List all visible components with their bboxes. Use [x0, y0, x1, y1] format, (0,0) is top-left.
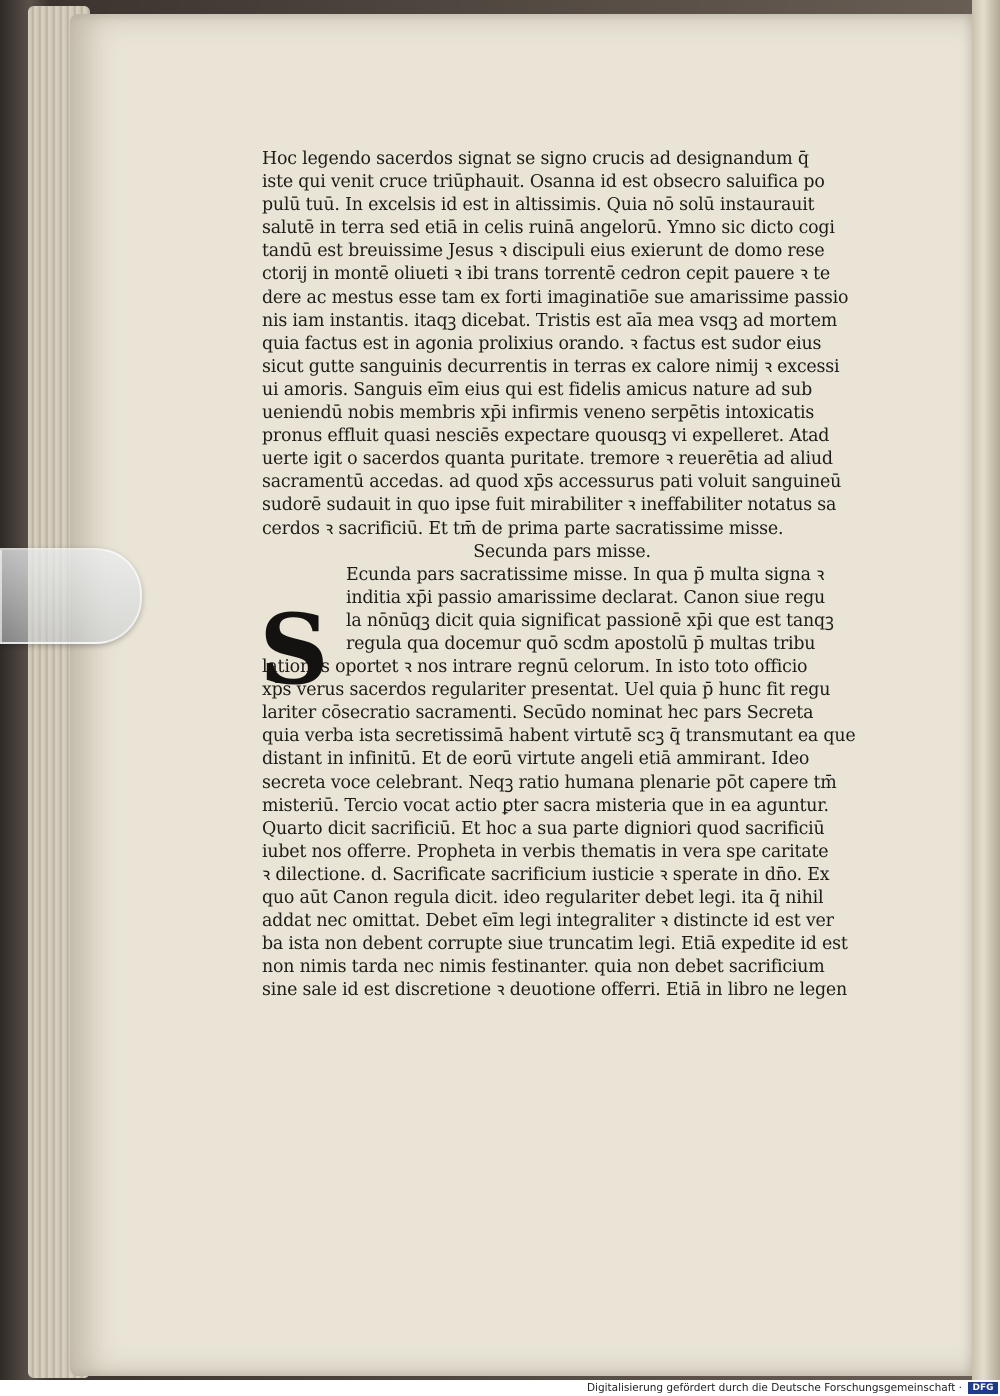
text-line: Hoc legendo sacerdos signat se signo crucis ad designandum q̄	[262, 149, 809, 169]
decorated-initial: S	[259, 593, 329, 706]
funding-notice: Digitalisierung gefördert durch die Deutsche Forschungsgemeinschaft ·	[586, 1382, 962, 1394]
text-line: ui amoris. Sanguis eīm eius qui est fidelis amicus nature ad sub	[262, 379, 813, 400]
text-line: misteriū. Tercio vocat̄ actio ꝑter sacra misteria que in ea aguntur.	[262, 795, 829, 816]
text-line: sicut gutte sanguinis decurrentis in terras ex calore nimij ꝛ excessi	[262, 356, 840, 377]
text-line: quia verba ista secretissimā habent virtutē scꝫ q̄ transmutant ea que	[262, 726, 856, 747]
text-line: iubet nos offerre. Propheta in verbis thematis in vera spe caritate	[262, 841, 829, 862]
footer-bar	[0, 1380, 1000, 1396]
text-line: ba ista non debent corrupte siue truncatim legi. Etiā expedite id est	[262, 934, 848, 955]
text-line: non nimis tarda nec nimis festinanter. quia non debet sacrificium	[262, 957, 825, 978]
text-line: regula qua docemur quō scd̄m apostolū p̄ multas tribu	[346, 633, 816, 654]
text-line: Ecunda pars sacratissime misse. In qua p̄ multa signa ꝛ	[346, 564, 825, 585]
text-line: distant in infinitū. Et de eorū virtute angeli etiā ammirant̄. Ideo	[262, 749, 810, 770]
text-line: lationes oportet ꝛ nos intrare regnū celorum. In isto toto officio	[262, 657, 808, 678]
text-line: pulū tuū. In excelsis id est in altissimis. Quia nō solū instaurauit	[262, 195, 815, 216]
text-line: xp̄s verus sacerdos regulariter presentat̄. Uel quia p̄ hunc fit regu	[262, 680, 831, 701]
text-line: sacramentū accedas. ad quod xp̄s accessurus pati voluit sanguineū	[262, 472, 842, 493]
text-line: sine sale id est discretione ꝛ deuotione offerri. Etiā in libro ne legen	[262, 980, 848, 1001]
text-line: cerdos ꝛ sacrificiū. Et tm̄ de prima parte sacratissime misse.	[262, 518, 784, 539]
text-line: tandū est breuissime Jesus ꝛ discipuli eius exierunt de domo rese	[262, 241, 825, 262]
text-line: dere ac mestus esse tam ex forti imaginatiōe sue amarissime passio	[262, 287, 849, 308]
text-line: inditia xp̄i passio amarissime declarat̄. Canon siue regu	[346, 587, 826, 608]
section-heading: Secunda pars misse.	[473, 541, 651, 562]
text-line: uerte igit̄ o sacerdos quanta puritate. tremore ꝛ reuerētia ad aliud	[262, 449, 833, 470]
text-line: la nōnūqꝫ dicit̄ quia significat passionē xp̄i que est tanqꝫ	[346, 610, 834, 631]
text-line: nis iam instantis. itaqꝫ dicebat. Tristis est aīa mea vsqꝫ ad mortem	[262, 310, 838, 331]
facing-page-edge	[972, 0, 1000, 1380]
text-line: ueniendū nobis membris xp̄i infirmis veneno serpētis intoxicatis	[262, 403, 815, 424]
page-clip	[0, 548, 142, 644]
text-line: iste qui venit cruce triūphauit. Osanna id est obsecro saluifica po	[262, 172, 825, 193]
text-line: sudorē sudauit in quo ipse fuit mirabiliter ꝛ ineffabiliter notatus sa	[262, 495, 837, 516]
dfg-logo[interactable]: DFG	[968, 1382, 998, 1394]
text-line: Quarto dicit̄ sacrificiū. Et hoc a sua parte digniori quod sacrificiū	[262, 818, 825, 839]
text-line: ꝛ dilectione. d. Sacrificate sacrificium iusticie ꝛ sperate in dn̄o. Ex	[262, 864, 830, 885]
text-line: salutē in terra sed etiā in celis ruinā angelorū. Ymno sic dicto cogi	[262, 218, 835, 239]
text-line: addat̄ nec omittat̄. Debet eīm legi integraliter ꝛ distincte id est ver	[262, 911, 834, 932]
text-line: quo aūt Canon regula dicit̄. ideo regulariter debet legi. ita q̄ nihil	[262, 888, 824, 908]
text-line: quia factus est in agonia prolixius orando. ꝛ factus est sudor eius	[262, 333, 822, 354]
text-line: pronus effluit quasi nesciēs expectare quousqꝫ vi expelleret. Atad	[262, 426, 830, 447]
text-column	[259, 148, 902, 1002]
text-line: lariter cōsecratio sacramenti. Secūdo nominat̄ hec pars Secreta	[262, 703, 814, 724]
text-line: secreta voce celebrant̄. Neqꝫ ratio humana plenarie pōt capere tm̄	[262, 772, 837, 793]
text-line: ctorij in montē oliueti ꝛ ibi trans torrentē cedron cepit pauere ꝛ te	[262, 264, 830, 285]
